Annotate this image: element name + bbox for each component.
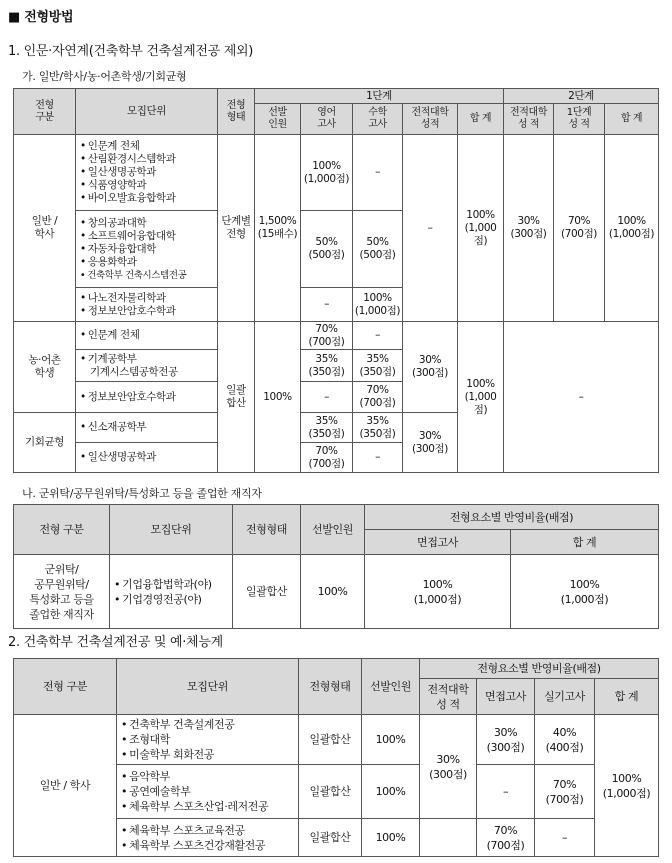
hdr-record2: 전적대학 성 적 [504, 104, 554, 135]
interviewB: 100% (1,000점) [365, 555, 511, 629]
rural-r3-math: 70% (700점) [353, 382, 403, 413]
rural-record: 30% (300점) [403, 322, 458, 413]
list-item: • 기계공학부 [80, 353, 216, 366]
unit-rural-1 [76, 322, 218, 350]
unit-balance-2 [76, 443, 218, 473]
typeC-2: 일괄합산 [299, 765, 362, 819]
hdrB-unit: 모집단위 [110, 505, 233, 555]
selectC-3: 100% [362, 819, 420, 857]
unitsC-3 [117, 819, 299, 857]
hdrC-practical: 실기고사 [535, 679, 595, 715]
general-r1-math: – [353, 135, 403, 211]
hdrB-group: 전형 구분 [14, 505, 110, 555]
hdrC-record: 전적대학 성 적 [420, 679, 477, 715]
unit-rural-2 [76, 350, 218, 382]
hdrB-type: 전형형태 [233, 505, 301, 555]
group-balance: 기회균형 [14, 413, 76, 473]
list-item: • 건축학부 건축시스템전공 [80, 269, 216, 282]
c-r3-practical: – [535, 819, 595, 857]
hdrC-total: 합 계 [595, 679, 659, 715]
hdr-select: 선발 인원 [255, 104, 301, 135]
general-r3-english: – [301, 288, 353, 322]
general-r3-math: 100% (1,000점) [353, 288, 403, 322]
hdr-math: 수학 고사 [353, 104, 403, 135]
c-r3-interview: 70% (700점) [477, 819, 535, 857]
hdrC-group: 전형 구분 [14, 659, 117, 715]
list-item: • 응용화학과 [80, 256, 216, 269]
recordC: 30% (300점) [420, 715, 477, 819]
unit-rural-3 [76, 382, 218, 413]
section1-title: 1. 인문·자연계(건축학부 건축설계전공 제외) [8, 44, 254, 59]
list-item: • 공연예술학부 [121, 784, 297, 799]
list-item: • 바이오발효융합학과 [80, 192, 216, 205]
rural-r2-math: 35% (350점) [353, 350, 403, 382]
group-general: 일반 / 학사 [14, 135, 76, 322]
hdrC-select: 선발인원 [362, 659, 420, 715]
c-r2-practical: 70% (700점) [535, 765, 595, 819]
hdrB-select: 선발인원 [301, 505, 365, 555]
totalB: 100% (1,000점) [511, 555, 659, 629]
shared-stage2: – [504, 322, 659, 473]
list-item-cont: 기계시스템공학전공 [90, 365, 178, 378]
section1-sub-b: 나. 군위탁/공무원위탁/특성화고 등을 졸업한 재직자 [22, 487, 262, 500]
list-item: • 창의공과대학 [80, 217, 216, 230]
table-arts-sports [13, 658, 659, 857]
unit-balance-1 [76, 413, 218, 443]
selectC-2: 100% [362, 765, 420, 819]
hdr-total1: 합 계 [458, 104, 504, 135]
typeC-1: 일괄합산 [299, 715, 362, 765]
hdr-stage2: 2단계 [504, 89, 659, 104]
list-item: • 정보보안암호수학과 [80, 305, 216, 318]
balance-r1-math: 35% (350점) [353, 413, 403, 443]
general-r1-english: 100% (1,000점) [301, 135, 353, 211]
table-commissioned-admission [13, 504, 659, 629]
units-general-1 [76, 135, 218, 211]
list-item: • 체육학부 스포츠건강재활전공 [121, 838, 297, 853]
list-item: • 자동차융합대학 [80, 243, 216, 256]
unitsC-2 [117, 765, 299, 819]
general-total1: 100% (1,000점) [458, 135, 504, 322]
units-general-2 [76, 211, 218, 288]
list-item: • 체육학부 스포츠산업·레저전공 [121, 799, 297, 814]
list-item: • 기업경영전공(야) [114, 592, 231, 607]
hdr-group: 전형 구분 [14, 89, 76, 135]
select-shared: 100% [255, 322, 301, 473]
general-total2: 100% (1,000점) [605, 135, 659, 322]
list-item: • 체육학부 스포츠교육전공 [121, 823, 297, 838]
list-item: • 음악학부 [121, 769, 297, 784]
c-r1-practical: 40% (400점) [535, 715, 595, 765]
list-item: • 미술학부 회화전공 [121, 747, 297, 762]
list-item: • 나노전자물리학과 [80, 292, 216, 305]
group-rural: 농·어촌 학생 [14, 322, 76, 413]
typeC-3: 일괄합산 [299, 819, 362, 857]
rural-r2-english: 35% (350점) [301, 350, 353, 382]
totalC: 100% (1,000점) [595, 715, 659, 857]
groupC: 일반 / 학사 [14, 715, 117, 857]
hdrC-type: 전형형태 [299, 659, 362, 715]
list-item: • 인문계 전체 [80, 329, 216, 342]
hdr-total2: 합 계 [605, 104, 659, 135]
general-s1score: 70% (700점) [554, 135, 605, 322]
general-record: – [403, 135, 458, 322]
list-item: • 일산생명공학과 [80, 166, 216, 179]
hdr-english: 영어 고사 [301, 104, 353, 135]
list-item: • 건축학부 건축설계전공 [121, 717, 297, 732]
list-item: • 정보보안암호수학과 [80, 391, 216, 404]
type-general: 단계별 전형 [218, 135, 255, 322]
balance-r1-english: 35% (350점) [301, 413, 353, 443]
general-r2-english: 50% (500점) [301, 211, 353, 288]
list-item: • 산림환경시스템학과 [80, 153, 216, 166]
hdrC-ratio: 전형요소별 반영비율(배점) [420, 659, 659, 679]
c-r2-interview: – [477, 765, 535, 819]
rural-r1-math: – [353, 322, 403, 350]
general-record2: 30% (300점) [504, 135, 554, 322]
units-general-3 [76, 288, 218, 322]
list-item: • 인문계 전체 [80, 140, 216, 153]
rural-r1-english: 70% (700점) [301, 322, 353, 350]
table-general-admission [13, 88, 659, 473]
list-item: • 식품영양학과 [80, 179, 216, 192]
rural-r3-english: – [301, 382, 353, 413]
hdr-type: 전형 형태 [218, 89, 255, 135]
unitsB [110, 555, 233, 629]
balance-r2-math: – [353, 443, 403, 473]
section1-sub-a: 가. 일반/학사/농·어촌학생/기회균형 [22, 70, 187, 83]
page-heading: ■ 전형방법 [8, 10, 74, 25]
hdr-s1score: 1단계 성 적 [554, 104, 605, 135]
typeB: 일괄합산 [233, 555, 301, 629]
list-item: • 조형대학 [121, 732, 297, 747]
section2-title: 2. 건축학부 건축설계전공 및 예·체능계 [8, 635, 223, 650]
hdrC-unit: 모집단위 [117, 659, 299, 715]
hdrB-total: 합 계 [511, 530, 659, 555]
type-shared: 일괄 합산 [218, 322, 255, 473]
hdrB-interview: 면접고사 [365, 530, 511, 555]
selectC-1: 100% [362, 715, 420, 765]
groupB: 군위탁/ 공무원위탁/ 특성화고 등을 졸업한 재직자 [14, 555, 110, 629]
list-item: • 신소재공학부 [80, 421, 216, 434]
list-item: • 소프트웨어융합대학 [80, 230, 216, 243]
general-r2-math: 50% (500점) [353, 211, 403, 288]
balance-r2-english: 70% (700점) [301, 443, 353, 473]
recordC-3 [420, 819, 477, 857]
hdrB-ratio: 전형요소별 반영비율(배점) [365, 505, 659, 530]
hdrC-interview: 면접고사 [477, 679, 535, 715]
hdr-unit: 모집단위 [76, 89, 218, 135]
shared-total1: 100% (1,000점) [458, 322, 504, 473]
c-r1-interview: 30% (300점) [477, 715, 535, 765]
unitsC-1 [117, 715, 299, 765]
hdr-record: 전적대학 성적 [403, 104, 458, 135]
hdr-stage1: 1단계 [255, 89, 504, 104]
selectB: 100% [301, 555, 365, 629]
select-general: 1,500% (15배수) [255, 135, 301, 322]
list-item: • 기업융합법학과(야) [114, 577, 231, 592]
list-item: • 일산생명공학과 [80, 451, 216, 464]
balance-record: 30% (300점) [403, 413, 458, 473]
